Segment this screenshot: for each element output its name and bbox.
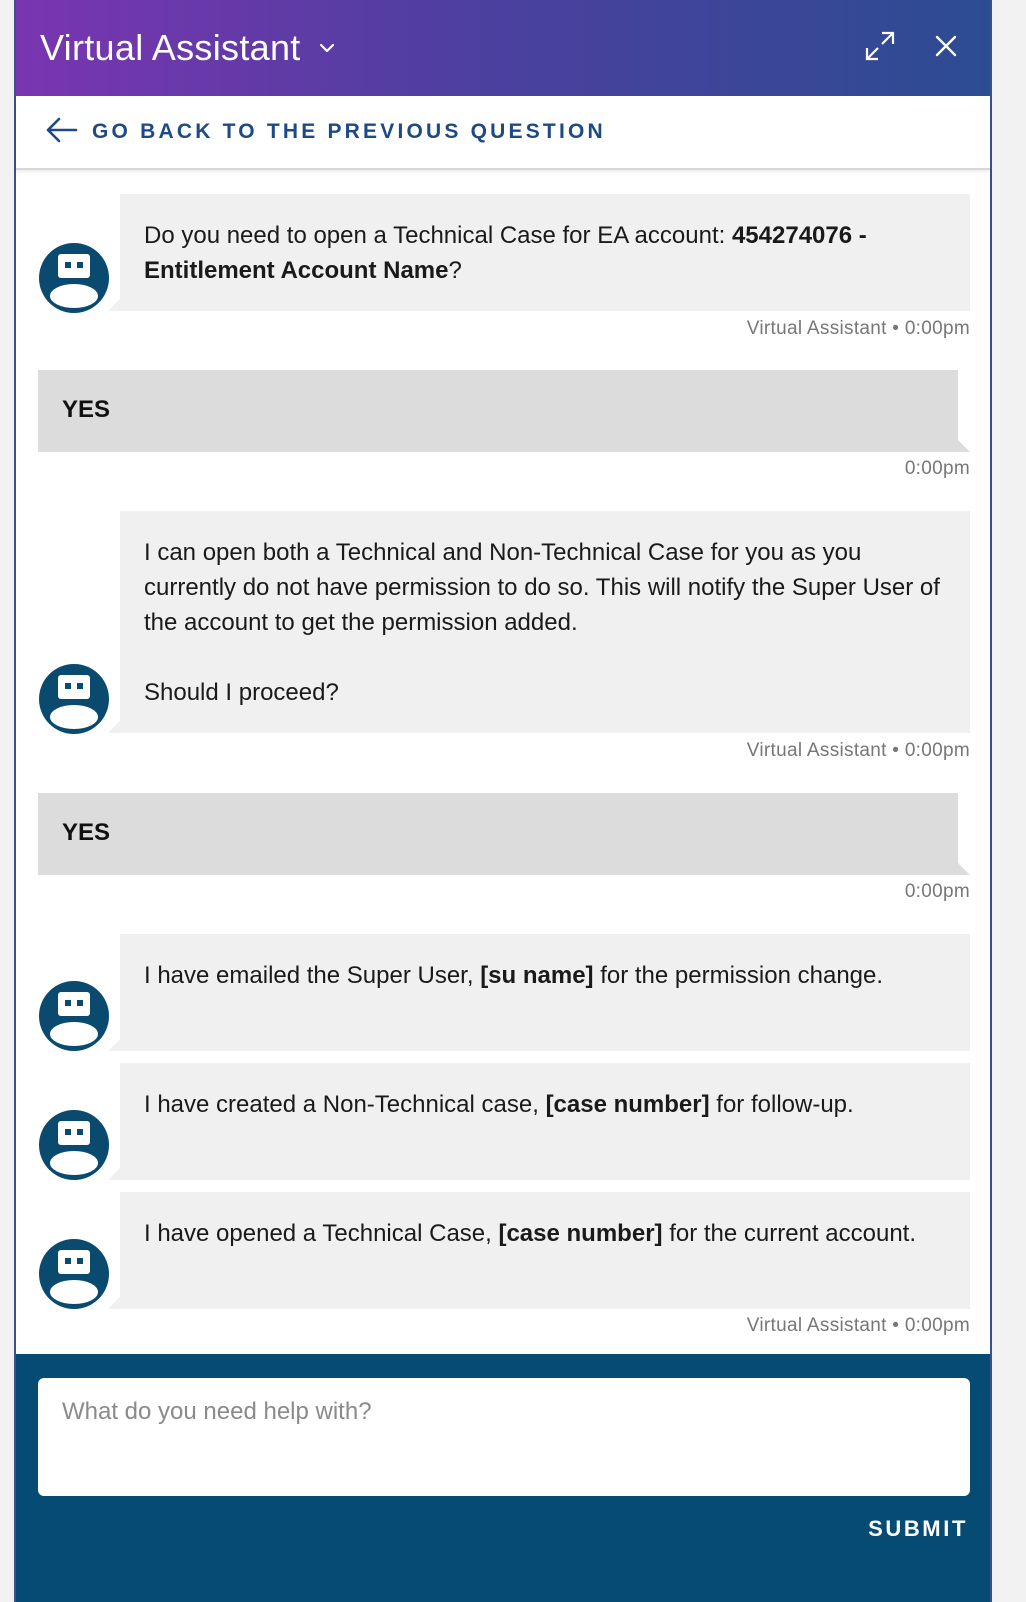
header-actions [834,28,966,68]
message-meta: Virtual Assistant • 0:00pm [746,740,970,761]
message-bubble [120,511,970,733]
message-text: I have emailed the Super User, [144,962,481,989]
close-button[interactable] [926,28,966,68]
message-input[interactable] [38,1378,970,1496]
message-text: ? [448,257,462,284]
user-message-text: YES [62,396,111,423]
user-message [38,793,958,875]
back-navigation-bar [16,96,990,170]
message-text: I have opened a Technical Case, [144,1220,499,1247]
user-message [38,370,958,452]
robot-icon [38,980,110,1052]
message-meta: Virtual Assistant • 0:00pm [746,318,970,339]
expand-button[interactable] [860,28,900,68]
robot-icon [38,1238,110,1310]
message-text: Should I proceed? [144,679,339,706]
chat-title: Virtual Assistant [40,27,301,68]
composer-area [16,1354,990,1602]
message-text: for the current account. [662,1220,916,1247]
case-number-placeholder: [case number] [545,1091,710,1118]
submit-button[interactable]: SUBMIT [868,1516,968,1541]
message-bubble [120,194,970,311]
robot-icon [38,663,110,735]
expand-icon [863,29,897,68]
account-name-bold: 454274076 - Entitlement Account Name [144,222,867,284]
message-bubble [120,1192,970,1309]
message-meta: 0:00pm [904,881,970,902]
message-list[interactable] [16,172,990,1354]
arrow-left-icon [44,115,78,150]
go-back-label: GO BACK TO THE PREVIOUS QUESTION [92,120,606,143]
robot-icon [38,1109,110,1181]
message-meta: Virtual Assistant • 0:00pm [746,1315,970,1336]
message-text: I have created a Non-Technical case, [144,1091,546,1118]
message-text: I can open both a Technical and Non-Technical Case for you as you currently do not have permission to do so. This will notify the Super User of the account to get the permission added. [144,539,940,636]
close-icon [934,34,958,63]
message-bubble [120,934,970,1051]
case-number-placeholder: [case number] [498,1220,663,1247]
message-bubble [120,1063,970,1180]
message-meta: 0:00pm [904,458,970,479]
assistant-menu-toggle[interactable] [40,27,337,69]
robot-icon [38,242,110,314]
go-back-link[interactable] [44,115,606,150]
chevron-down-icon [317,38,337,58]
chat-header [16,0,990,96]
message-text: for follow-up. [709,1091,854,1118]
chat-panel [14,0,992,1602]
message-text: Do you need to open a Technical Case for EA account: [144,222,732,249]
su-name-placeholder: [su name] [480,962,594,989]
message-text: for the permission change. [593,962,884,989]
user-message-text: YES [62,819,111,846]
